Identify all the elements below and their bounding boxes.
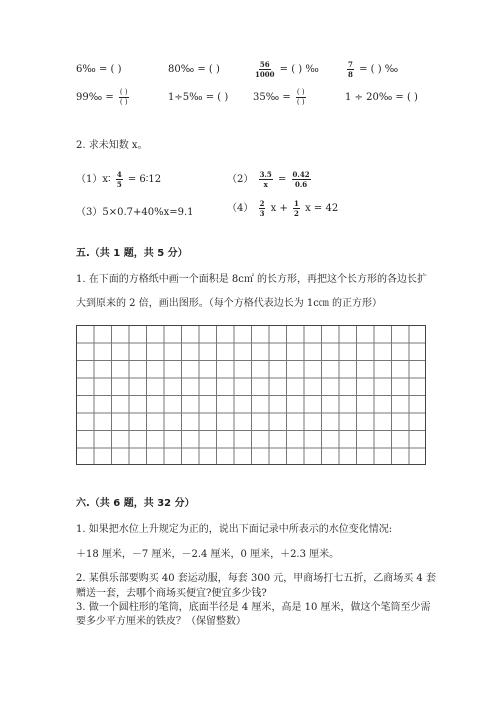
q2-title: 2. 求未知数 x。: [76, 140, 148, 151]
calc-r2c4: 1 ÷ 20‰ = ( ): [345, 92, 418, 103]
fraction: $\frac{3.5}{x}$: [259, 170, 272, 189]
equation-1: （1）x∶ $\frac{4}{5}$ = 6∶12: [76, 170, 162, 189]
calc-r1c3: $\frac{56}{1000}$ = ( ) ‰: [255, 60, 319, 79]
fraction: $\frac{4}{5}$: [116, 170, 122, 189]
fraction: $\frac{( )}{( )}$: [296, 88, 305, 106]
fraction: $\frac{7}{8}$: [348, 60, 353, 79]
equation-2: （2） $\frac{3.5}{x}$ = $\frac{0.42}{0.6}$: [227, 170, 310, 189]
equation-4: （4） $\frac{2}{3}$ x + $\frac{1}{2}$ x = 42: [227, 199, 339, 218]
section-6-q3-line-2: 要多少平方厘米的铁皮？（保留整数）: [76, 616, 246, 627]
section-6-q1: 1. 如果把水位上升规定为正的，说出下面记录中所表示的水位变化情况:: [76, 524, 393, 535]
section-6-heading: 六.（共 6 题，共 32 分）: [76, 498, 195, 509]
calc-r2c3: 35‰ = $\frac{( )}{( )}$: [253, 88, 305, 106]
section-6-q1-values: ＋18 厘米，－7 厘米，－2.4 厘米，0 厘米，＋2.3 厘米。: [76, 549, 340, 560]
section-6-q2-line-2: 赠送一套，去哪个商场买便宜?便宜多少钱?: [76, 588, 267, 599]
section-6-q2-line-1: 2. 某俱乐部要购买 40 套运动服，每套 300 元，甲商场打七五折，乙商场买 4 套: [76, 573, 436, 584]
calc-r1c2: 80‰ = ( ): [168, 64, 220, 75]
calc-r2c2: 1÷5‰ = ( ): [168, 92, 229, 103]
calc-r2c1: 99‰ = $\frac{( )}{( )}$: [76, 88, 128, 106]
section-5-line-1: 1. 在下面的方格纸中画一个面积是 8c㎡ 的长方形，再把这个长方形的各边长扩: [76, 274, 428, 285]
equation-3: （3）5×0.7+40%x=9.1: [76, 207, 194, 218]
calc-r1c1: 6‰ = ( ): [76, 64, 122, 75]
fraction: $\frac{0.42}{0.6}$: [292, 170, 310, 189]
section-5-line-2: 大到原来的 2 倍，画出图形。（每个方格代表边长为 1c㎝ 的正方形）: [76, 298, 383, 309]
section-6-q3-line-1: 3. 做一个圆柱形的笔筒，底面半径是 4 厘米，高是 10 厘米，做这个笔筒至少需: [76, 602, 431, 613]
calc-r1c4: $\frac{7}{8}$ = ( ) ‰: [348, 60, 399, 79]
fraction: $\frac{( )}{( )}$: [119, 88, 128, 106]
fraction: $\frac{1}{2}$: [294, 199, 299, 218]
fraction: $\frac{56}{1000}$: [255, 60, 275, 79]
grid-paper[interactable]: [76, 325, 426, 465]
section-5-heading: 五.（共 1 题，共 5 分）: [76, 248, 188, 259]
fraction: $\frac{2}{3}$: [259, 199, 265, 218]
